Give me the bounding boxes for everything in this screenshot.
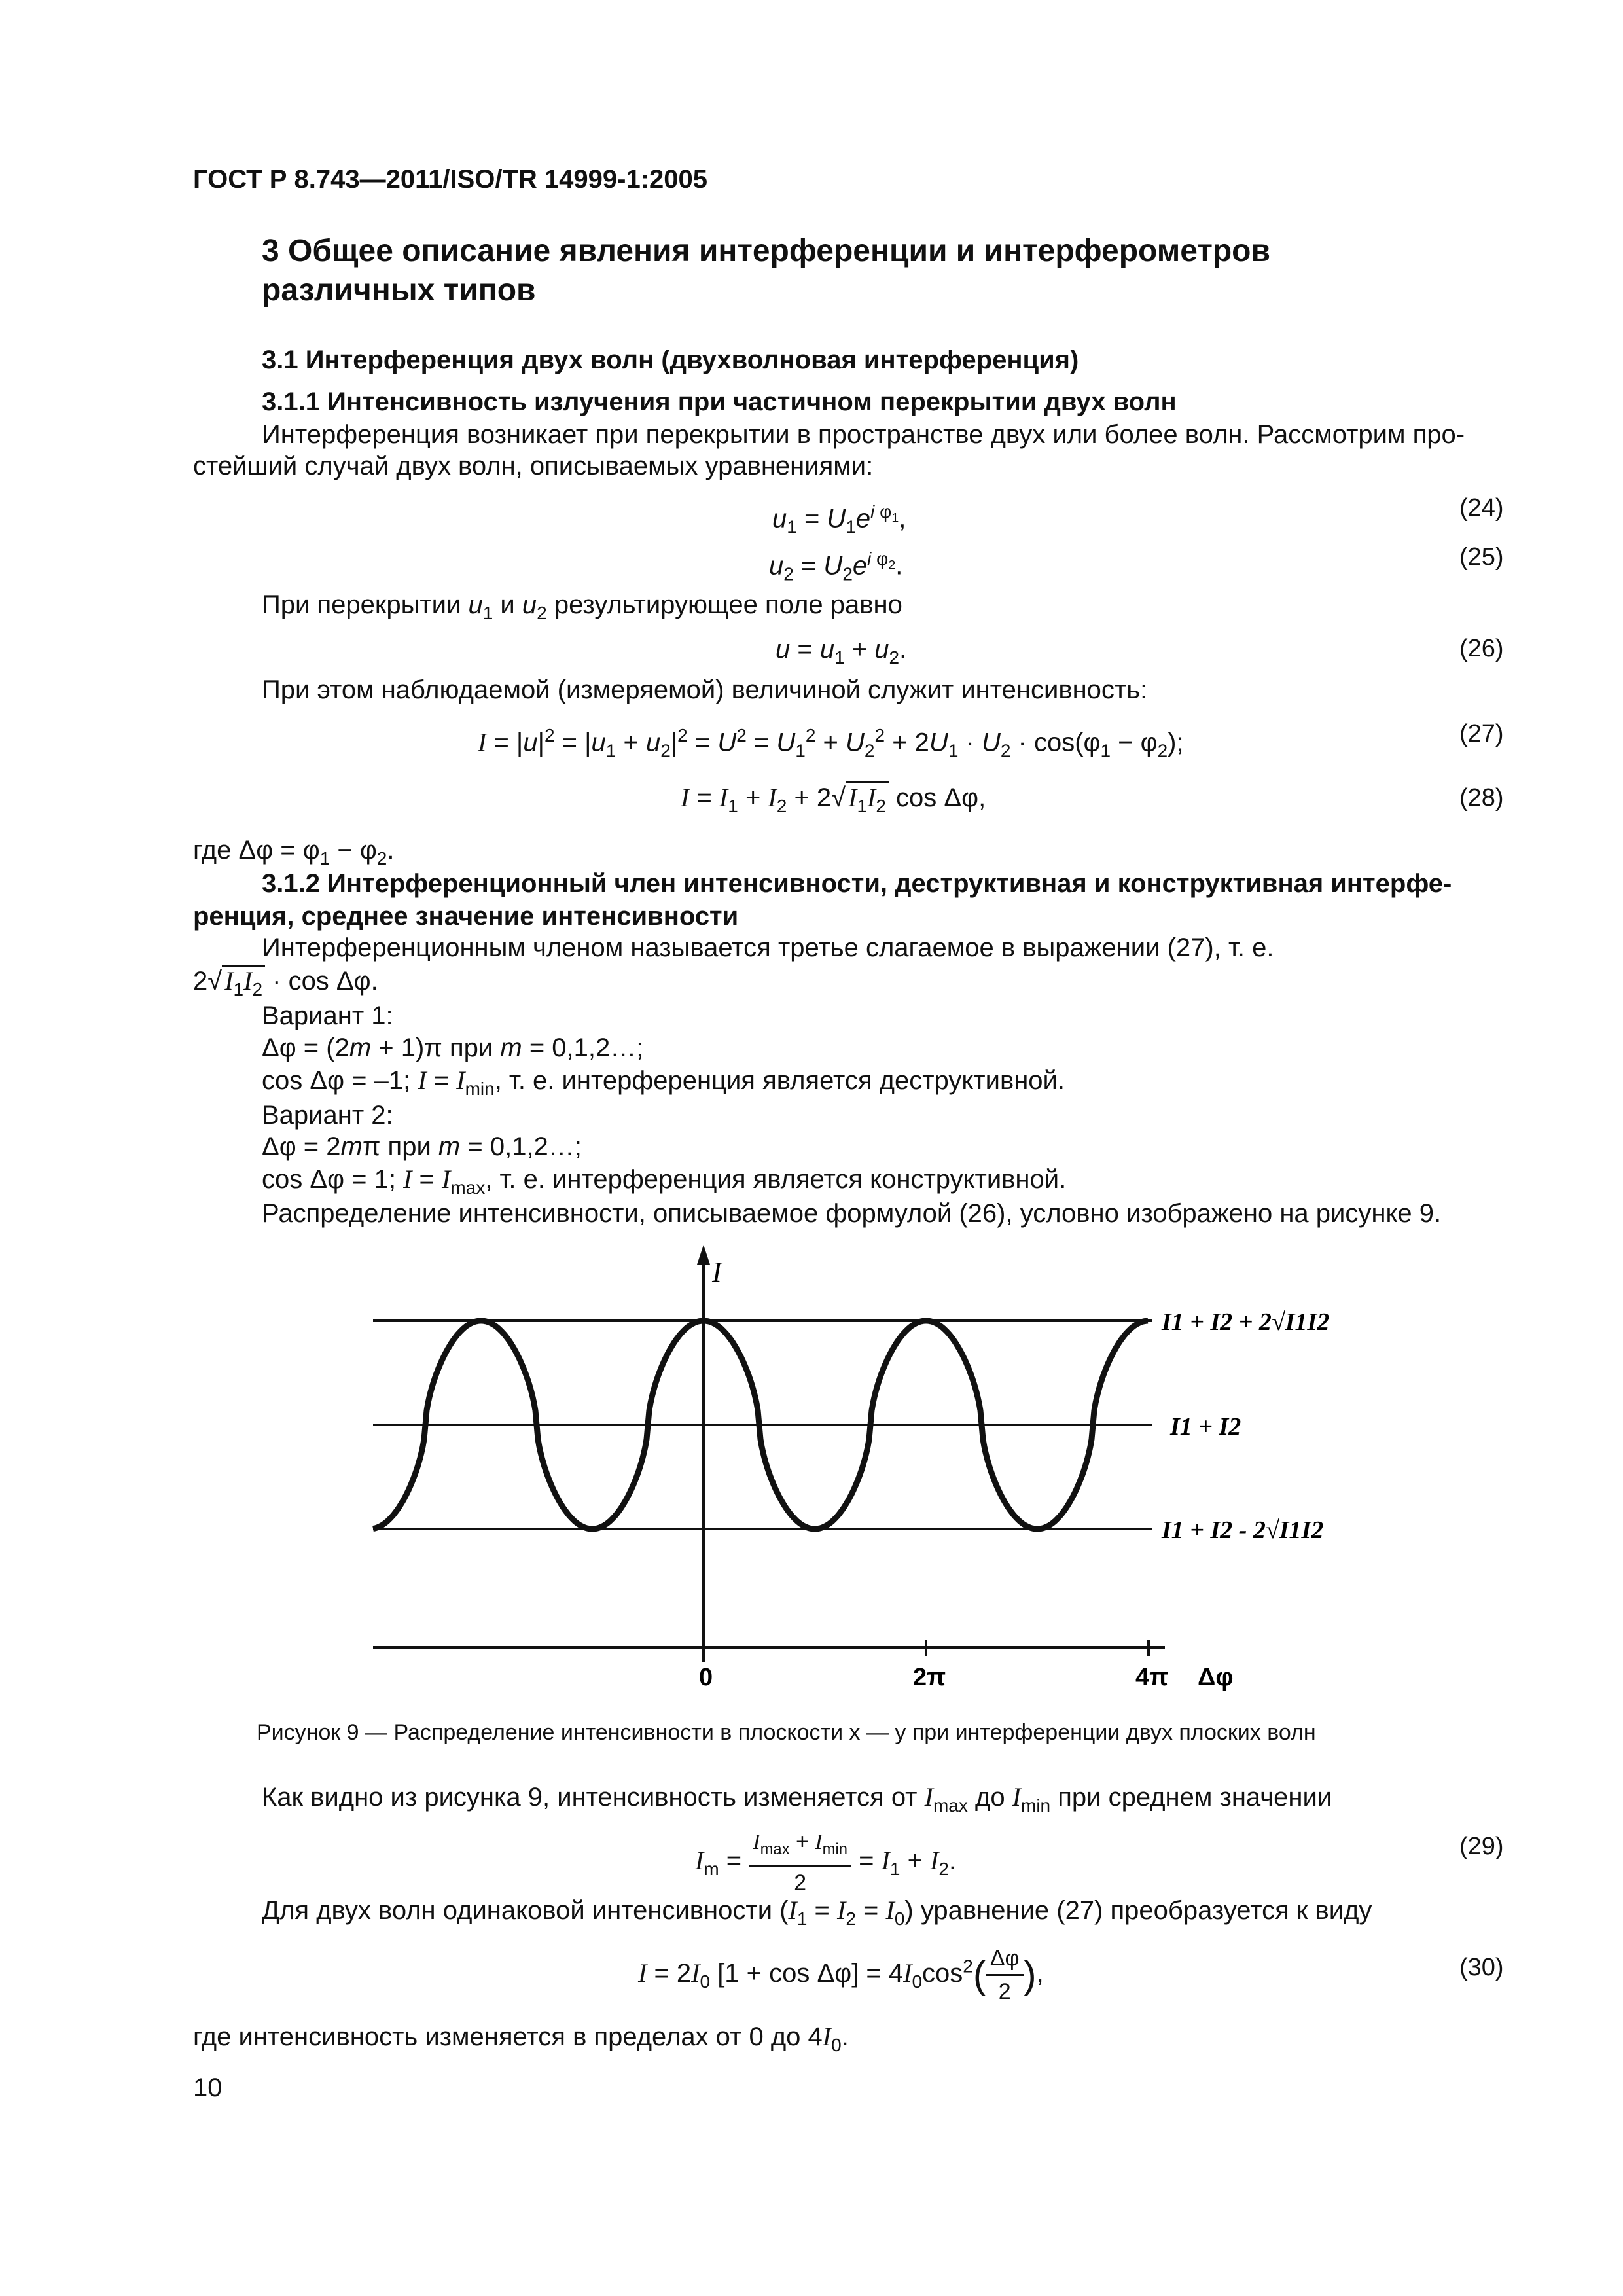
subsection-3-1-1: 3.1.1 Интенсивность излучения при частичном перекрытии двух волн (262, 387, 1177, 416)
equation-number-27: (27) (1459, 720, 1504, 747)
subsection-3-1-2-line2: ренция, среднее значение интенсивности (193, 902, 739, 931)
para-equal: Для двух волн одинаковой интенсивности $(I_1 = I_2 = I_0)$ уравнение (27) преобразуется к виду (262, 1895, 1372, 1929)
para-overlap: При перекрытии $u_1$ и $u_2$ результирующее поле равно (262, 590, 902, 623)
equation-26: $u = u_1 + u_2$. (776, 635, 907, 668)
label-max: I1 + I2 + 2√I1I2 (1162, 1308, 1330, 1336)
para-intro-line1: Интерференция возникает при перекрытии в пространстве двух или более волн. Рассмотрим про- (262, 420, 1465, 449)
tick-label-4pi: 4π (1135, 1664, 1169, 1691)
para-observed: При этом наблюдаемой (измеряемой) величиной служит интенсивность: (262, 675, 1148, 704)
label-mid: I1 + I2 (1170, 1413, 1241, 1441)
overlap-text-and: и (493, 590, 522, 619)
equation-number-28: (28) (1459, 784, 1504, 812)
interf-term-formula: 2√ $I_1I_2 \cdot \cos \Delta\varphi$. (193, 966, 378, 999)
v2-result-tail: , т. е. интерференция является конструктивной. (485, 1165, 1067, 1194)
figure-9 (353, 1244, 1361, 1715)
variant-1-label: Вариант 1: (262, 1001, 393, 1030)
para-distribution: Распределение интенсивности, описываемое формулой (26), условно изображено на рисунке 9. (262, 1199, 1442, 1228)
variant-1-result: cos Δφ = –1; $I = I_{min}$, т. е. интерференция является деструктивной. (262, 1066, 1065, 1099)
range-pre: где интенсивность изменяется в пределах от 0 до 4 (193, 2022, 823, 2051)
tick-label-0: 0 (699, 1664, 713, 1691)
where-label: где (193, 836, 239, 865)
variant-1-condition: Δφ = (2m + 1)π при m = 0,1,2…; (262, 1033, 644, 1062)
section-title-line2: различных типов (262, 273, 536, 308)
y-axis-label: I (712, 1256, 722, 1288)
y-axis-arrow (697, 1245, 710, 1265)
equation-29: $I_m$ = $\frac{I_{max} + I_{min}}{2}$ = $I_1 + I_2$. (695, 1826, 956, 1899)
standard-header: ГОСТ Р 8.743—2011/ISO/TR 14999-1:2005 (193, 165, 708, 194)
page-number: 10 (193, 2073, 223, 2102)
overlap-text-pre: При перекрытии (262, 590, 469, 619)
para-as-seen: Как видно из рисунка 9, интенсивность изменяется от $I_{max}$ до $I_{min}$ при среднем значении (262, 1782, 1332, 1816)
equation-28: $I = I_1 + I_2 + 2√$ $I_1I_2$ cos Δφ, (681, 783, 986, 816)
para-where: где $\Delta\varphi = \varphi_1 - \varphi_2$. (193, 836, 395, 869)
equation-24: $u_1 = U_1e^{i \varphi_1}$, (772, 501, 906, 537)
v1-pri: при (442, 1033, 501, 1062)
equation-number-29: (29) (1459, 1833, 1504, 1860)
v1-result-tail: , т. е. интерференция является деструктивной. (494, 1066, 1065, 1095)
v1-tail: = 0,1,2…; (522, 1033, 644, 1062)
para-interf-term: Интерференционным членом называется третье слагаемое в выражении (27), т. е. (262, 933, 1274, 962)
variant-2-label: Вариант 2: (262, 1101, 393, 1130)
para-intro-line2: стейший случай двух волн, описываемых уравнениями: (193, 452, 874, 480)
equal-post: ) уравнение (27) преобразуется к виду (904, 1896, 1372, 1925)
figure-caption: Рисунок 9 — Распределение интенсивности в плоскости x — y при интерференции двух плоских волн (257, 1720, 1316, 1745)
tick-label-2pi: 2π (913, 1664, 946, 1691)
as-seen-post: при среднем значении (1050, 1783, 1332, 1812)
v2-pri: при (380, 1132, 438, 1161)
equation-number-25: (25) (1459, 543, 1504, 571)
overlap-text-post: результирующее поле равно (546, 590, 902, 619)
variant-2-result: cos Δφ = 1; $I = I_{max}$, т. е. интерференция является конструктивной. (262, 1164, 1067, 1198)
as-seen-pre: Как видно из рисунка 9, интенсивность изменяется от (262, 1783, 925, 1812)
equal-pre: Для двух волн одинаковой интенсивности ( (262, 1896, 789, 1925)
subsection-3-1: 3.1 Интерференция двух волн (двухволновая интерференция) (262, 346, 1079, 374)
equation-number-24: (24) (1459, 494, 1504, 522)
v2-tail: = 0,1,2…; (460, 1132, 582, 1161)
equation-number-26: (26) (1459, 635, 1504, 662)
label-min: I1 + I2 - 2√I1I2 (1162, 1516, 1324, 1544)
equation-30: $I = 2I_0$ $[1 + \cos \Delta\varphi] = 4I_0\cos^2$( $\frac{\Delta\varphi}{2}$ ), (638, 1943, 1044, 2007)
x-axis-label: Δφ (1198, 1664, 1234, 1691)
variant-2-condition: Δφ = 2mπ при m = 0,1,2…; (262, 1132, 582, 1161)
as-seen-mid: до (967, 1783, 1012, 1812)
equation-number-30: (30) (1459, 1954, 1504, 1981)
para-range: где интенсивность изменяется в пределах от 0 до $4I_0$. (193, 2022, 849, 2055)
equation-25: $u_2 = U_2e^{i \varphi_2}$. (769, 548, 903, 584)
equation-27: $I = |u|^2 = |u_1 + u_2|^2 = U^2 = U_1^2 + U_2^2 + 2U_1 \cdot U_2 \cdot \cos(\varphi_1 - \varphi_2)$; (478, 725, 1184, 761)
subsection-3-1-2-line1: 3.1.2 Интерференционный член интенсивности, деструктивная и конструктивная интерфе- (262, 869, 1452, 898)
section-title-line1: 3 Общее описание явления интерференции и интерферометров (262, 234, 1270, 268)
